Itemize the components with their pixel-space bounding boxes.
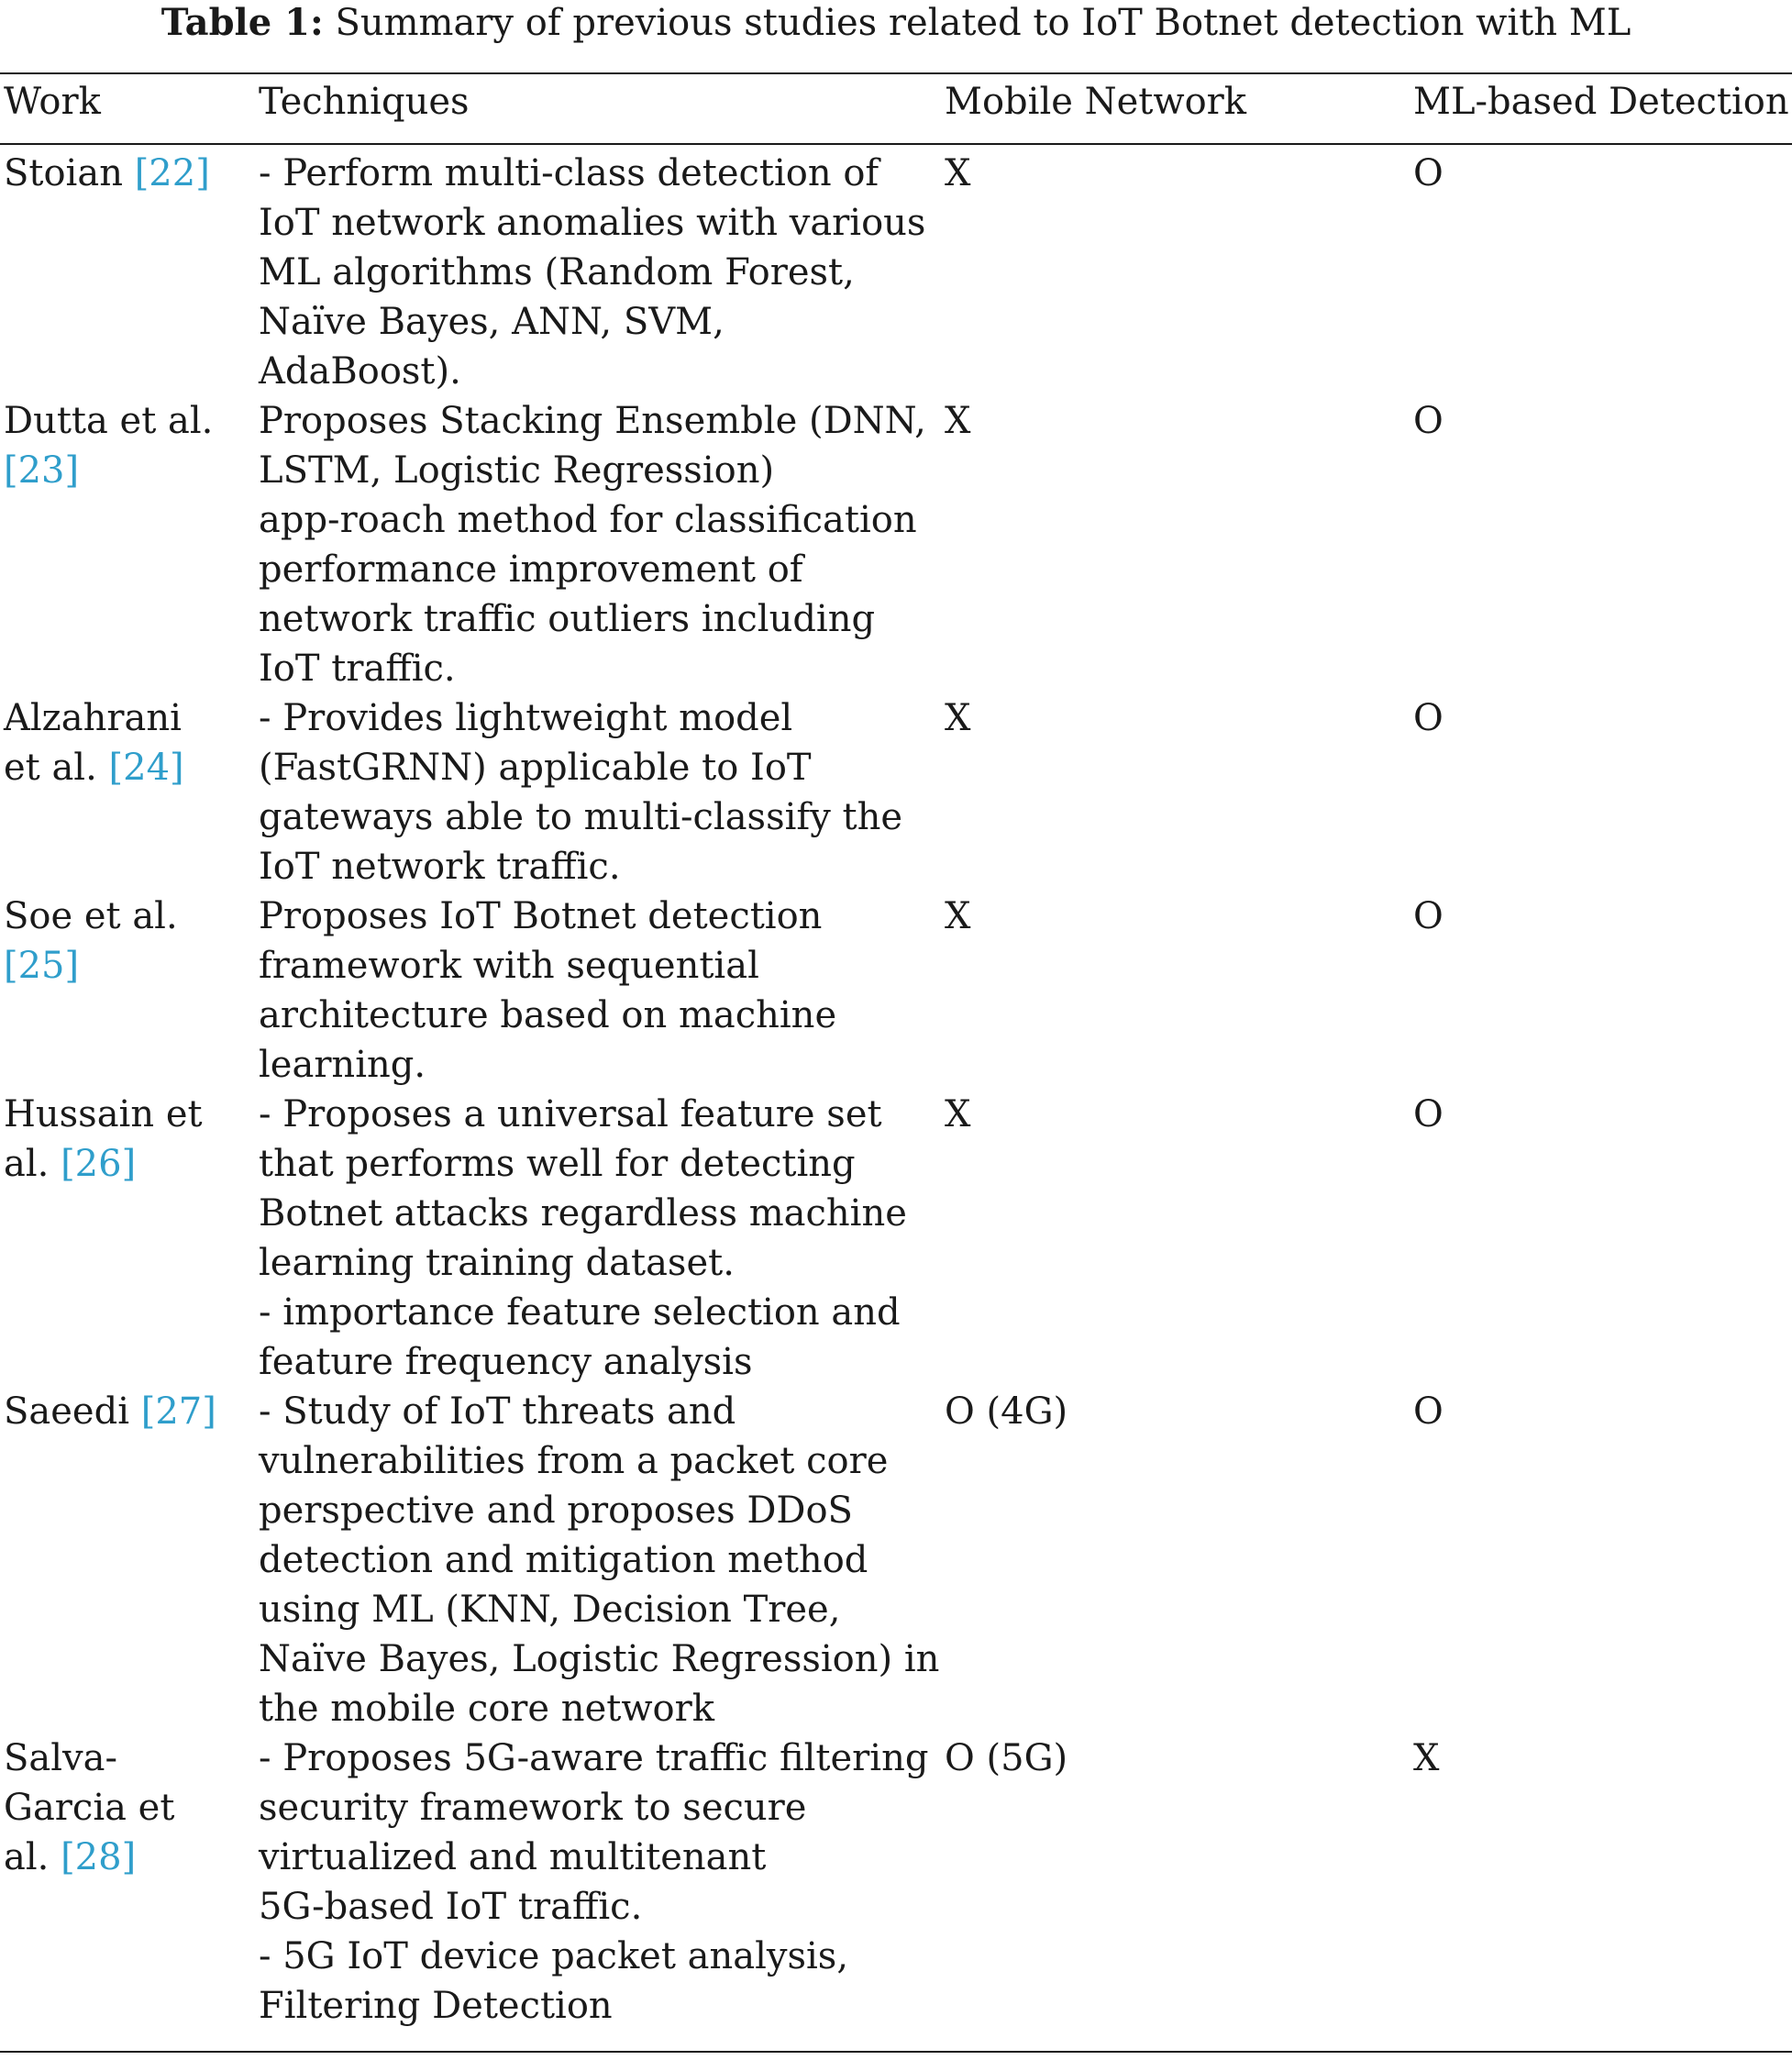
work-line — [4, 1783, 255, 1833]
table-body — [0, 132, 1792, 2031]
cell-work — [0, 1387, 255, 1733]
techniques-line: - Proposes 5G-aware traffic filtering — [259, 1737, 929, 1779]
work-line — [4, 892, 255, 941]
cell-ml-detection: O — [1413, 1390, 1444, 1433]
cell-techniques — [255, 693, 941, 892]
techniques-line: network traffic outliers including — [259, 598, 876, 640]
techniques-line: learning training dataset. — [259, 1242, 735, 1284]
techniques-line: IoT traffic. — [259, 648, 456, 690]
table-row — [0, 396, 1792, 693]
cell-work — [0, 1733, 255, 2031]
techniques-line: - 5G IoT device packet analysis, — [259, 1935, 849, 1977]
cell-techniques — [255, 396, 941, 693]
techniques-line: that performs well for detecting — [259, 1143, 856, 1185]
cell-ml-detection: O — [1413, 697, 1444, 739]
work-author: Salva- — [4, 1737, 118, 1779]
techniques-line: gateways able to multi-classify the — [259, 796, 903, 838]
cell-ml-detection: X — [1413, 1737, 1440, 1779]
header-work: Work — [4, 81, 101, 123]
work-author: et al. — [4, 747, 109, 789]
work-author: Garcia et — [4, 1787, 175, 1829]
table-row — [0, 693, 1792, 892]
cell-work — [0, 396, 255, 693]
techniques-line: LSTM, Logistic Regression) — [259, 449, 775, 492]
table-header-row — [0, 77, 1792, 132]
cell-mobile-network: X — [945, 697, 971, 739]
work-author: Dutta et al. — [4, 400, 214, 442]
cell-mobile-network: O (4G) — [945, 1390, 1068, 1433]
techniques-line: using ML (KNN, Decision Tree, — [259, 1589, 841, 1631]
work-line — [4, 1139, 255, 1189]
cell-ml-detection: O — [1413, 152, 1444, 194]
work-line — [4, 693, 255, 743]
work-line — [4, 1387, 255, 1436]
cell-work — [0, 892, 255, 1090]
work-author: al. — [4, 1143, 61, 1185]
table-row — [0, 1733, 1792, 2031]
cell-techniques — [255, 1733, 941, 2031]
table-row — [0, 1090, 1792, 1387]
techniques-line: AdaBoost). — [259, 350, 461, 393]
techniques-line: Proposes IoT Botnet detection — [259, 895, 823, 937]
cell-work — [0, 1090, 255, 1387]
cell-techniques — [255, 892, 941, 1090]
techniques-line: - Proposes a universal feature set — [259, 1093, 882, 1135]
techniques-line: app-roach method for classification — [259, 499, 917, 541]
work-author: Stoian — [4, 152, 135, 194]
techniques-line: the mobile core network — [259, 1688, 714, 1730]
table-row — [0, 1387, 1792, 1733]
techniques-line: learning. — [259, 1044, 426, 1086]
techniques-line: Naïve Bayes, Logistic Regression) in — [259, 1638, 940, 1680]
work-line — [4, 1733, 255, 1783]
table-bottom-rule — [0, 2051, 1792, 2053]
work-line — [4, 446, 255, 495]
techniques-line: perspective and proposes DDoS — [259, 1490, 853, 1532]
work-line — [4, 941, 255, 991]
techniques-line: detection and mitigation method — [259, 1539, 868, 1581]
techniques-line: Botnet attacks regardless machine — [259, 1192, 907, 1235]
table-header — [0, 77, 1792, 132]
techniques-line: IoT network anomalies with various — [259, 202, 926, 244]
techniques-line: (FastGRNN) applicable to IoT — [259, 747, 812, 789]
header-techniques: Techniques — [259, 81, 470, 123]
techniques-line: security framework to secure — [259, 1787, 807, 1829]
citation-link[interactable]: [28] — [61, 1836, 137, 1878]
cell-ml-detection: O — [1413, 1093, 1444, 1135]
citation-link[interactable]: [27] — [140, 1390, 216, 1433]
table-caption-text: Summary of previous studies related to IoT Botnet detection with ML — [335, 2, 1632, 44]
techniques-line: feature frequency analysis — [259, 1341, 753, 1383]
work-line — [4, 743, 255, 792]
cell-mobile-network: X — [945, 152, 971, 194]
work-author: Alzahrani — [4, 697, 182, 739]
techniques-line: - Study of IoT threats and — [259, 1390, 736, 1433]
summary-table — [0, 77, 1792, 2031]
cell-mobile-network: X — [945, 895, 971, 937]
cell-work — [0, 132, 255, 396]
work-line — [4, 149, 255, 198]
work-author: Soe et al. — [4, 895, 178, 937]
techniques-line: ML algorithms (Random Forest, — [259, 251, 855, 293]
table-caption-label: Table 1: — [160, 1, 324, 44]
cell-ml-detection: O — [1413, 895, 1444, 937]
cell-mobile-network: X — [945, 400, 971, 442]
work-author: Hussain et — [4, 1093, 203, 1135]
techniques-line: Proposes Stacking Ensemble (DNN, — [259, 400, 926, 442]
header-ml-detection: ML-based Detection — [1413, 81, 1789, 123]
work-author: al. — [4, 1836, 61, 1878]
techniques-line: architecture based on machine — [259, 994, 837, 1036]
citation-link[interactable]: [26] — [61, 1143, 137, 1185]
header-mobile-network: Mobile Network — [945, 81, 1247, 123]
work-author: Saeedi — [4, 1390, 141, 1433]
techniques-line: - Provides lightweight model — [259, 697, 793, 739]
cell-techniques — [255, 1090, 941, 1387]
table-caption — [0, 0, 1792, 46]
citation-link[interactable]: [24] — [108, 747, 184, 789]
techniques-line: - Perform multi-class detection of — [259, 152, 879, 194]
techniques-line: performance improvement of — [259, 548, 803, 591]
citation-link[interactable]: [23] — [4, 449, 80, 492]
table-row — [0, 892, 1792, 1090]
techniques-line: Filtering Detection — [259, 1985, 613, 2027]
cell-techniques — [255, 1387, 941, 1733]
techniques-line: framework with sequential — [259, 945, 759, 987]
citation-link[interactable]: [22] — [134, 152, 210, 194]
cell-ml-detection: O — [1413, 400, 1444, 442]
citation-link[interactable]: [25] — [4, 945, 80, 987]
techniques-line: virtualized and multitenant — [259, 1836, 767, 1878]
cell-mobile-network: O (5G) — [945, 1737, 1068, 1779]
techniques-line: Naïve Bayes, ANN, SVM, — [259, 301, 725, 343]
techniques-line: vulnerabilities from a packet core — [259, 1440, 889, 1482]
table-row — [0, 132, 1792, 396]
techniques-line: - importance feature selection and — [259, 1291, 901, 1334]
cell-work — [0, 693, 255, 892]
table-top-rule — [0, 72, 1792, 74]
cell-techniques — [255, 132, 941, 396]
cell-mobile-network: X — [945, 1093, 971, 1135]
work-line — [4, 1833, 255, 1882]
techniques-line: 5G-based IoT traffic. — [259, 1886, 643, 1928]
work-line — [4, 1090, 255, 1139]
work-line — [4, 396, 255, 446]
techniques-line: IoT network traffic. — [259, 846, 621, 888]
